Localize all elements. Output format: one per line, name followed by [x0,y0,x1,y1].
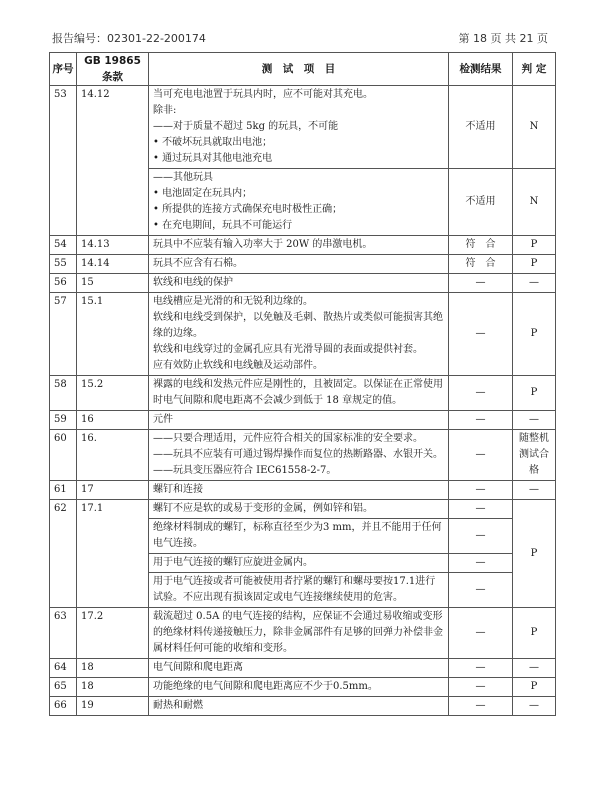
test-item-line: 载流超过 0.5A 的电气连接的结构，应保证不会通过易收缩或变形的绝缘材料传递接触压力，除非金属部件有足够的回弹力补偿非金属材料任何可能的收缩和变形。 [153,611,443,654]
test-item-line: 玩具不应含有石棉。 [153,258,243,269]
col-header-item: 测 试 项 目 [149,53,449,86]
test-result: — [449,411,513,430]
test-result: 符 合 [449,255,513,274]
clause-number: 18 [77,678,149,697]
test-result: — [449,293,513,376]
clause-number: 15.2 [77,376,149,411]
test-result: 不适用 [449,86,513,169]
test-item [149,376,449,411]
test-item-line: • 通过玩具对其他电池充电 [153,153,273,164]
judgement: P [513,376,556,411]
test-item-line: 电气间隙和爬电距离 [153,662,243,673]
test-result: 符 合 [449,236,513,255]
table-row [50,481,556,500]
table-row [50,678,556,697]
test-item [149,500,449,519]
test-result: — [449,554,513,573]
row-number: 63 [50,608,77,659]
table-row [50,430,556,481]
test-item-line: 用于电气连接或者可能被使用者拧紧的螺钉和螺母要按17.1进行试验。不应出现有损该固定或电气连接继续使用的危害。 [153,576,436,603]
row-number: 58 [50,376,77,411]
col-header-result: 检测结果 [449,53,513,86]
table-row [50,293,556,376]
test-item-line: 裸露的电线和发热元件应是刚性的，且被固定。以保证在正常使用时电气间隙和爬电距离不会减少到低于 18 章规定的值。 [153,379,443,406]
test-result: — [449,430,513,481]
test-item-line: 应有效防止软线和电线触及运动部件。 [153,360,323,371]
table-row [50,376,556,411]
test-item [149,411,449,430]
table-row [50,411,556,430]
judgement: — [513,411,556,430]
page-header [52,30,548,46]
test-item-line: 耐热和耐燃 [153,700,203,711]
test-item-line: ——玩具变压器应符合 IEC61558-2-7。 [153,465,337,476]
judgement: — [513,274,556,293]
clause-number: 14.14 [77,255,149,274]
test-result: — [449,376,513,411]
test-item-line: 软线和电线的保护 [153,277,233,288]
test-item [149,678,449,697]
test-result: — [449,500,513,519]
table-row [50,274,556,293]
test-item-line: 螺钉不应是软的或易于变形的金属，例如锌和铝。 [153,503,373,514]
clause-number: 15 [77,274,149,293]
test-item [149,659,449,678]
row-number: 64 [50,659,77,678]
test-item [149,519,449,554]
test-item [149,608,449,659]
row-number: 60 [50,430,77,481]
test-item [149,86,449,169]
test-result: — [449,659,513,678]
test-item-line: 玩具中不应装有输入功率大于 20W 的串激电机。 [153,239,373,250]
row-number: 61 [50,481,77,500]
judgement: — [513,481,556,500]
test-item-line: ——对于质量不超过 5kg 的玩具，不可能 [153,121,339,132]
test-result: — [449,608,513,659]
clause-number: 18 [77,659,149,678]
col-header-judge: 判 定 [513,53,556,86]
table-row [50,500,556,519]
row-number: 62 [50,500,77,608]
test-item [149,430,449,481]
test-item-line: • 所提供的连接方式确保充电时极性正确； [153,204,343,215]
clause-number: 17.1 [77,500,149,608]
clause-number: 14.12 [77,86,149,236]
judgement: N [513,86,556,169]
judgement: N [513,169,556,236]
clause-number: 16 [77,411,149,430]
test-item-line: 电线槽应是光滑的和无锐利边缘的。 [153,296,313,307]
row-number: 53 [50,86,77,236]
report-number: 报告编号：02301-22-200174 [52,32,206,45]
test-item-line: ——玩具不应装有可通过锡焊操作而复位的热断路器、水银开关。 [153,449,443,460]
judgement: P [513,500,556,608]
clause-number: 19 [77,697,149,716]
test-result: 不适用 [449,169,513,236]
clause-number: 15.1 [77,293,149,376]
table-header-row [50,53,556,86]
judgement: P [513,678,556,697]
judgement: — [513,697,556,716]
clause-number: 17.2 [77,608,149,659]
judgement: 随整机测试合格 [513,430,556,481]
test-item-line: 元件 [153,414,173,425]
test-item-line: ——只要合理适用，元件应符合相关的国家标准的安全要求。 [153,433,423,444]
clause-number: 14.13 [77,236,149,255]
test-item [149,274,449,293]
test-item [149,169,449,236]
test-item-line: 功能绝缘的电气间隙和爬电距离应不少于0.5mm。 [153,681,378,692]
row-number: 66 [50,697,77,716]
table-row [50,236,556,255]
table-row [50,255,556,274]
test-item-line: 螺钉和连接 [153,484,203,495]
test-item-line: • 不破坏玩具就取出电池； [153,137,273,148]
test-result: — [449,519,513,554]
table-row [50,659,556,678]
row-number: 57 [50,293,77,376]
test-item [149,697,449,716]
row-number: 65 [50,678,77,697]
test-item-line: • 在充电期间，玩具不可能运行 [153,220,293,231]
table-row [50,86,556,169]
test-result: — [449,274,513,293]
table-row [50,697,556,716]
test-item-line: 除非: [153,105,177,116]
clause-number: 17 [77,481,149,500]
page-number: 第 18 页 共 21 页 [458,32,548,45]
test-item-line: 软线和电线受到保护，以免触及毛刺、散热片或类似可能损害其绝缘的边缘。 [153,312,443,339]
test-item-line: 软线和电线穿过的金属孔应具有光滑导圆的表面或提供衬套。 [153,344,423,355]
test-item [149,481,449,500]
judgement: P [513,255,556,274]
test-item [149,573,449,608]
test-result: — [449,481,513,500]
clause-number: 16. [77,430,149,481]
judgement: P [513,236,556,255]
row-number: 59 [50,411,77,430]
test-item-line: • 电池固定在玩具内； [153,188,253,199]
test-result: — [449,573,513,608]
row-number: 56 [50,274,77,293]
test-item [149,293,449,376]
test-item [149,236,449,255]
test-item-line: 绝缘材料制成的螺钉，标称直径至少为3 mm，并且不能用于任何电气连接。 [153,522,442,549]
judgement: — [513,659,556,678]
table-row [50,608,556,659]
col-header-clause: GB 19865 条款 [77,53,149,86]
test-item [149,554,449,573]
judgement: P [513,608,556,659]
test-result: — [449,678,513,697]
test-items-table [49,52,556,716]
test-item-line: ——其他玩具 [153,172,213,183]
row-number: 55 [50,255,77,274]
row-number: 54 [50,236,77,255]
test-item-line: 用于电气连接的螺钉应旋进金属内。 [153,557,313,568]
test-item-line: 当可充电电池置于玩具内时，应不可能对其充电。 [153,89,373,100]
col-header-no: 序号 [50,53,77,86]
test-item [149,255,449,274]
judgement: P [513,293,556,376]
test-result: — [449,697,513,716]
